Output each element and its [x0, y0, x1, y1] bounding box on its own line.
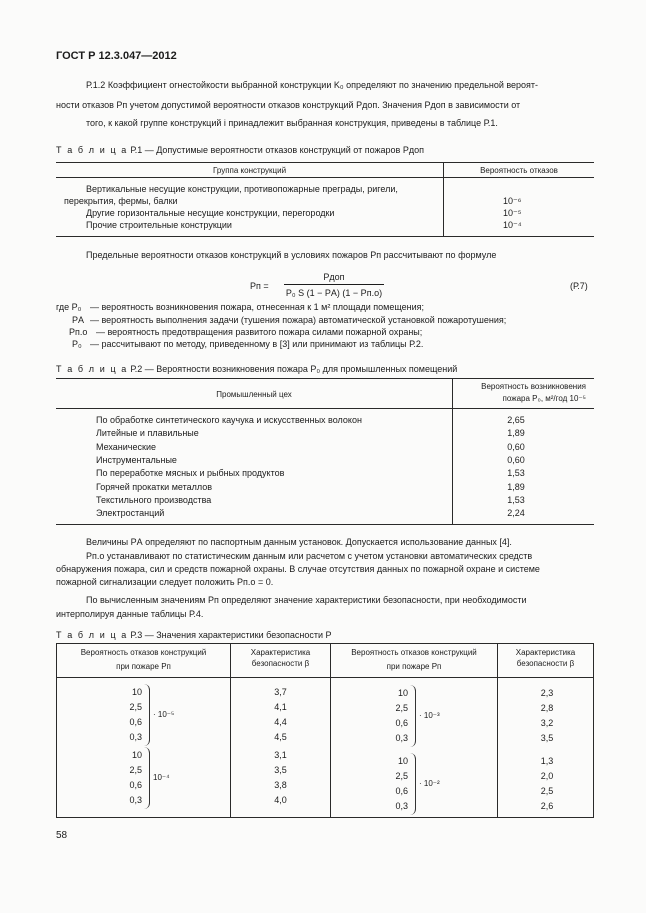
table1-row1-name-line2: перекрытия, фермы, балки [64, 196, 178, 206]
table1-row3-name: Прочие строительные конструкции [86, 220, 232, 230]
table3-probability-mantissa: 10 [131, 687, 142, 697]
table3-safety-value: 3,5 [540, 733, 554, 743]
table1-row1-name-line1: Вертикальные несущие конструкции, противопожарные преграды, ригели, [86, 184, 398, 194]
table2-header-workshop: Промышленный цех [216, 390, 292, 399]
table3-safety-value: 4,1 [274, 702, 287, 712]
table2-row-name: По переработке мясных и рыбных продуктов [96, 468, 285, 479]
table3-safety-value: 1,3 [540, 756, 554, 766]
formula-fraction-bar [284, 284, 384, 285]
table2-header-border [56, 408, 594, 409]
table3-safety-value: 2,8 [540, 703, 554, 713]
table3-probability-mantissa: 2,5 [395, 771, 408, 781]
table1-caption-prefix: Т а б л и ц а [56, 145, 128, 155]
where-sym-1: где P₀ [56, 302, 82, 312]
table3-h-prob-right-2: при пожаре Pп [386, 662, 442, 671]
where-text-1: — вероятность возникновения пожара, отнесенная к 1 м² площади помещения; [90, 302, 425, 312]
formula-denominator: P₀ S (1 − PА) (1 − Pп.о) [285, 288, 383, 298]
table3-safety-value: 3,2 [540, 718, 554, 728]
para-ppo-line1: Pп.о устанавливают по статистическим данным или расчетом с учетом установки автоматических средств [86, 551, 533, 561]
table3-probability-mantissa: 10 [397, 688, 408, 698]
table1-header-probability: Вероятность отказов [480, 166, 558, 175]
table3-header-border [56, 677, 594, 678]
table3-caption-text: Р.3 — Значения характеристики безопасности P [130, 630, 332, 640]
table2-row-value: 1,53 [507, 468, 525, 479]
table3-probability-mantissa: 0,6 [129, 717, 142, 727]
table3-group-multiplier: 10⁻⁴ [153, 773, 170, 782]
table3-group-brace [409, 753, 416, 815]
formula-numerator: Pдоп [323, 272, 345, 282]
table3-probability-mantissa: 0,6 [129, 780, 142, 790]
table2-row-name: Горячей прокатки металлов [96, 481, 213, 492]
table2-row-name: Текстильного производства [96, 494, 212, 505]
intro-line-1: Р.1.2 Коэффициент огнестойкости выбранной конструкции K₀ определяют по значению предельной вероят- [86, 80, 539, 90]
table1-caption [56, 144, 424, 156]
table2-header-prob-line1: Вероятность возникновения [481, 382, 586, 391]
table3-safety-value: 3,1 [274, 750, 287, 760]
table1-header-border [56, 177, 594, 178]
table3-h-prob-left-2: при пожаре Pп [116, 662, 171, 671]
table2-bottom-border [56, 524, 594, 525]
para-calc-line2: интерполируя данные таблицы Р.4. [56, 609, 204, 619]
table3-group-multiplier: · 10⁻³ [419, 711, 440, 720]
table3-safety-value: 4,4 [274, 717, 287, 727]
table3-h-char-right-1: Характеристика [515, 648, 576, 657]
table3-h-char-left-2: безопасности β [251, 659, 310, 668]
formula-lhs: Pп = [250, 281, 269, 291]
table3-bottom-border [56, 817, 594, 818]
table3-group-brace [143, 747, 150, 809]
table1-bottom-border [56, 236, 594, 237]
where-sym-3: Pп.о [69, 327, 88, 337]
table3-h-prob-left-1: Вероятность отказов конструкций [80, 648, 207, 657]
formula-intro: Предельные вероятности отказов конструкций в условиях пожаров Pп рассчитывают по формуле [86, 250, 497, 260]
table2-header-prob-line2: пожара P₀, м²/год 10⁻⁵ [502, 394, 586, 403]
table2-row-value: 1,53 [507, 494, 525, 505]
table3-safety-value: 3,8 [274, 780, 287, 790]
table3-probability-mantissa: 0,3 [129, 795, 142, 805]
table3-safety-value: 4,0 [274, 795, 287, 805]
table3-group-multiplier: · 10⁻⁵ [153, 710, 175, 719]
table2-row-value: 1,89 [507, 481, 525, 492]
table2-row-name: Электростанций [96, 508, 165, 519]
table3-safety-value: 2,3 [540, 688, 554, 698]
table3-probability-mantissa: 0,6 [395, 718, 408, 728]
where-sym-4: P₀ [72, 339, 82, 349]
table1-row1-value: 10⁻⁶ [503, 196, 522, 206]
table3-probability-mantissa: 0,3 [395, 801, 408, 811]
table2-row-value: 0,60 [507, 454, 525, 465]
para-ppo-line3: пожарной сигнализации следует положить Pп.о = 0. [56, 577, 274, 587]
table2-caption-prefix: Т а б л и ц а [56, 364, 128, 374]
table2-row-value: 2,65 [507, 415, 525, 425]
where-text-2: — вероятность выполнения задачи (тушения пожара) автоматической установкой пожаротушения; [90, 315, 507, 325]
table3-h-char-left-1: Характеристика [250, 648, 311, 657]
intro-line-3: того, к какой группе конструкций i принадлежит выбранная конструкция, приведены в таблице Р.1. [86, 118, 498, 128]
table3-probability-mantissa: 0,6 [395, 786, 408, 796]
table3-safety-value: 3,7 [274, 687, 287, 697]
table2-row-value: 2,24 [507, 508, 525, 519]
table3-probability-mantissa: 2,5 [395, 703, 408, 713]
table3-top-border [56, 643, 594, 644]
document-header: ГОСТ Р 12.3.047—2012 [56, 50, 177, 62]
table3-group-brace [143, 684, 150, 746]
table3-probability-mantissa: 0,3 [395, 733, 408, 743]
table2-caption [56, 363, 457, 375]
table3-group-brace [409, 685, 416, 747]
table1-caption-text: Р.1 — Допустимые вероятности отказов конструкций от пожаров Pдоп [130, 145, 424, 155]
table2-top-border [56, 378, 594, 379]
table3-caption [56, 629, 332, 641]
para-calc-line1: По вычисленным значениям Pп определяют значение характеристики безопасности, при необходимости [86, 595, 527, 605]
table2-row-name: По обработке синтетического каучука и искусственных волокон [96, 415, 362, 425]
table3-probability-mantissa: 2,5 [129, 702, 142, 712]
table1-header-group: Группа конструкций [212, 166, 287, 175]
table3-safety-value: 2,6 [540, 801, 554, 811]
table3-probability-mantissa: 2,5 [129, 765, 142, 775]
table3-group-multiplier: · 10⁻² [419, 779, 440, 788]
where-sym-2: PА [72, 315, 85, 325]
table1-row2-value: 10⁻⁵ [503, 208, 522, 218]
para-ppo-line2: обнаружения пожара, сил и средств пожарной охраны. В случае отсутствия данных по пожарной охране и системе [56, 564, 540, 574]
table3-probability-mantissa: 10 [131, 750, 142, 760]
table2-caption-text: Р.2 — Вероятности возникновения пожара P₀ для промышленных помещений [130, 364, 458, 374]
table3-probability-mantissa: 0,3 [129, 732, 142, 742]
page-number: 58 [56, 830, 68, 841]
table3-caption-prefix: Т а б л и ц а [56, 630, 128, 640]
table3-safety-value: 2,0 [540, 771, 554, 781]
table1-top-border [56, 162, 594, 163]
table2-row-name: Инструментальные [96, 454, 177, 465]
para-pa: Величины PА определяют по паспортным данным установок. Допускается использование данных [4]. [86, 537, 512, 547]
table3-safety-value: 2,5 [540, 786, 554, 796]
table2-row-name: Механические [96, 441, 156, 452]
formula-number: (Р.7) [570, 281, 588, 291]
where-text-3: — вероятность предотвращения развитого пожара силами пожарной охраны; [96, 327, 423, 337]
table3-safety-value: 4,5 [274, 732, 287, 742]
table1-row3-value: 10⁻⁴ [503, 220, 522, 230]
intro-line-2: ности отказов Pп учетом допустимой вероятности отказов конструкций Pдоп. Значения Pдоп в зависимости от [56, 100, 521, 110]
table3-h-char-right-2: безопасности β [516, 659, 575, 668]
table3-h-prob-right-1: Вероятность отказов конструкций [351, 648, 477, 657]
where-text-4: — рассчитывают по методу, приведенному в [3] или принимают из таблицы Р.2. [90, 339, 424, 349]
table3-probability-mantissa: 10 [397, 756, 408, 766]
table2-row-name: Литейные и плавильные [96, 428, 199, 439]
table3-safety-value: 3,5 [274, 765, 287, 775]
table1-row2-name: Другие горизонтальные несущие конструкции, перегородки [86, 208, 335, 218]
table2-row-value: 1,89 [507, 428, 525, 439]
table2-row-value: 0,60 [507, 441, 525, 452]
